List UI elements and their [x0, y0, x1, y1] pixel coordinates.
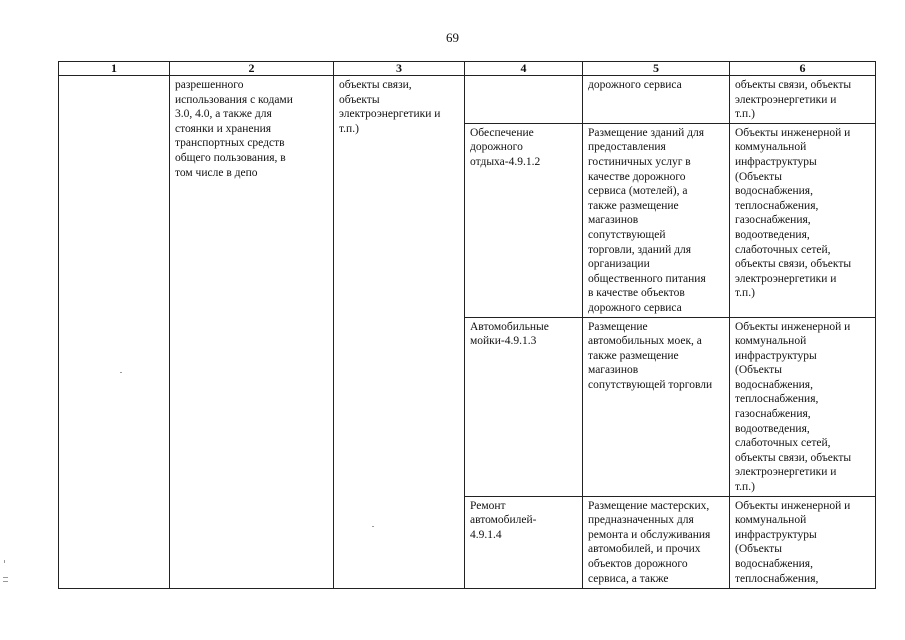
column-header: 4	[465, 62, 583, 76]
scan-speck	[4, 560, 5, 563]
table-cell-col4	[465, 317, 583, 496]
column-header: 1	[59, 62, 170, 76]
table-row	[59, 76, 876, 124]
cell-text: Автомобильные мойки-4.9.1.3	[470, 320, 549, 348]
scan-speck	[372, 526, 374, 527]
column-header: 5	[583, 62, 730, 76]
cell-text: Обеспечение дорожного отдыха-4.9.1.2	[470, 126, 541, 168]
table-cell-col6	[730, 317, 876, 496]
table-cell-col4	[465, 496, 583, 588]
column-header: 3	[334, 62, 465, 76]
scan-speck	[3, 577, 8, 578]
cell-text: объекты связи, объекты электроэнергетики и т.п.)	[735, 79, 852, 121]
page-number: 69	[446, 30, 459, 45]
cell-text: дорожного сервиса	[588, 79, 682, 91]
cell-text: Ремонт автомобилей- 4.9.1.4	[470, 499, 537, 541]
table-cell-col4	[465, 76, 583, 124]
column-header: 2	[170, 62, 334, 76]
table-cell-col5	[583, 123, 730, 317]
cell-text: Размещение мастерских, предназначенных для ремонта и обслуживания автомобилей, и прочих объектов дорожного сервиса, а также	[588, 499, 711, 585]
cell-text: объекты связи, объекты электроэнергетики и т.п.)	[339, 79, 441, 135]
table-cell-col1	[59, 76, 170, 589]
table-cell-col3	[334, 76, 465, 589]
cell-text: разрешенного использования с кодами 3.0, 4.0, а также для стоянки и хранения транспортных средств общего пользования, в том числе в депо	[175, 79, 293, 179]
table-cell-col6	[730, 496, 876, 588]
cell-text: Размещение автомобильных моек, а также размещение магазинов сопутствующей торговли	[588, 320, 713, 391]
cell-text: Размещение зданий для предоставления гостиничных услуг в качестве дорожного сервиса (мотелей), а также размещение магазинов сопутствующей торговли, зданий для организации общественного питания в качестве объектов дорожного сервиса	[588, 126, 706, 314]
table-cell-col5	[583, 76, 730, 124]
scan-speck	[3, 581, 8, 582]
table-cell-col2	[170, 76, 334, 589]
cell-text: Объекты инженерной и коммунальной инфраструктуры (Объекты водоснабжения, теплоснабжения, газоснабжения, водоотведения, слаботочных сетей, объекты связи, объекты электроэнергетики и т.п.)	[735, 126, 852, 300]
table-cell-col5	[583, 496, 730, 588]
land-use-table	[58, 61, 876, 589]
table-cell-col6	[730, 123, 876, 317]
table-cell-col6	[730, 76, 876, 124]
table-cell-col4	[465, 123, 583, 317]
cell-text: Объекты инженерной и коммунальной инфраструктуры (Объекты водоснабжения, теплоснабжения,	[735, 499, 851, 585]
table-header-row	[59, 62, 876, 76]
cell-text: Объекты инженерной и коммунальной инфраструктуры (Объекты водоснабжения, теплоснабжения, газоснабжения, водоотведения, слаботочных сетей, объекты связи, объекты электроэнергетики и т.п.)	[735, 320, 852, 494]
scan-speck	[120, 372, 122, 373]
table-cell-col5	[583, 317, 730, 496]
column-header: 6	[730, 62, 876, 76]
